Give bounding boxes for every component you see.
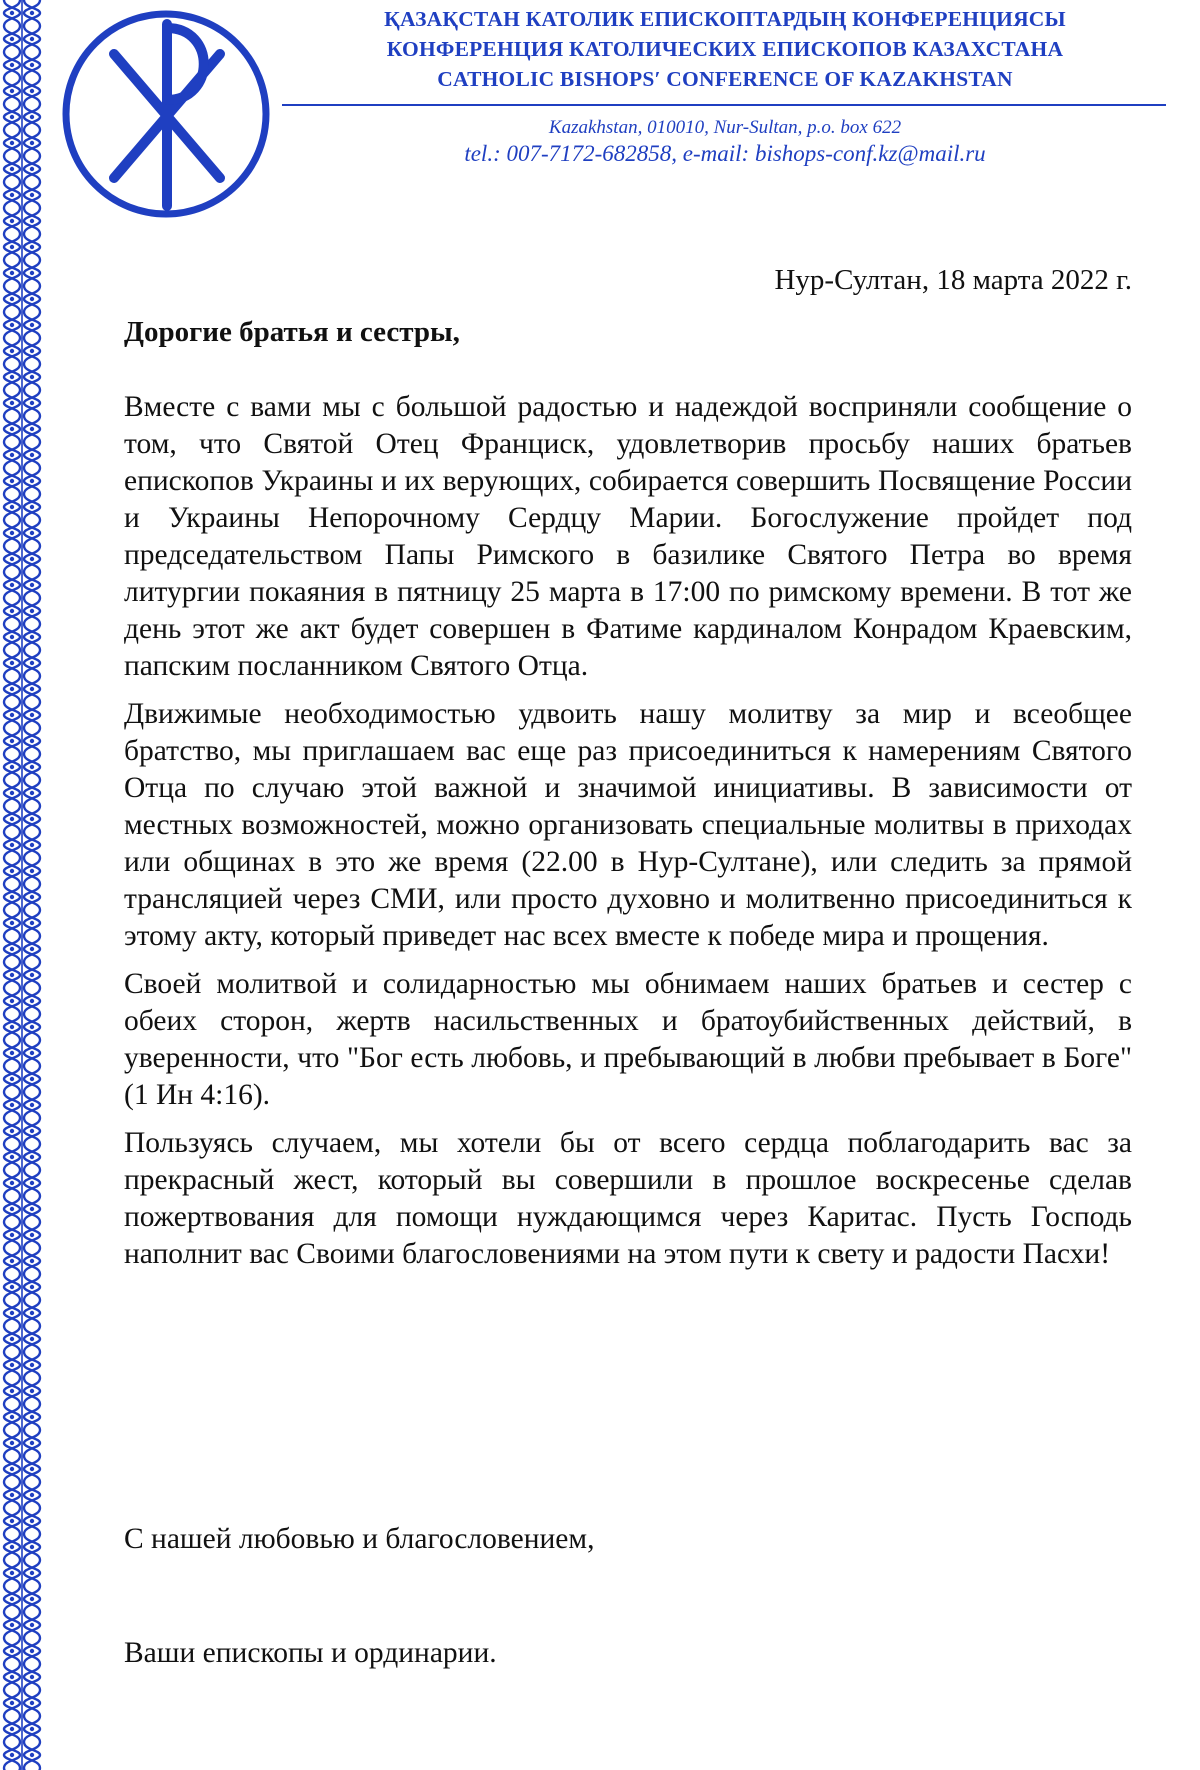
chi-rho-logo-icon [56,2,276,222]
postal-address: Kazakhstan, 010010, Nur-Sultan, p.o. box 622 [548,117,902,138]
org-name-russian: КОНФЕРЕНЦИЯ КАТОЛИЧЕСКИХ ЕПИСКОПОВ КАЗАХСТАНА [386,37,1064,61]
org-name-kazakh: ҚАЗАҚСТАН КАТОЛИК ЕПИСКОПТАРДЫҢ КОНФЕРЕНЦИЯСЫ [384,7,1066,31]
letter-date: Нур-Султан, 18 марта 2022 г. [774,264,1132,296]
paragraph: Пользуясь случаем, мы хотели бы от всего сердца поблагодарить вас за прекрасный жест, который вы совершили в прошлое воскресенье сделав пожертвования для помощи нуждающимся через Каритас. Пусть Господь наполнит вас Своими благословениями на этом пути к свету и радости Пасхи! [124,1127,1132,1270]
org-name-english: CATHOLIC BISHOPS′ CONFERENCE OF KAZAKHSTAN [437,67,1013,91]
contact-line: tel.: 007-7172-682858, e-mail: bishops-conf.kz@mail.ru [464,141,986,166]
letterhead-divider [282,104,1166,106]
letter-closing: С нашей любовью и благословением, [124,1523,595,1555]
letter-body [124,389,1132,1284]
letter-greeting: Дорогие братья и сестры, [124,316,460,348]
paragraph: Своей молитвой и солидарностью мы обнимаем наших братьев и сестер с обеих сторон, жертв насильственных и братоубийственных действий, в уверенности, что "Бог есть любовь, и пребывающий в любви пребывает в Боге" (1 Ин 4:16). [124,968,1132,1111]
paragraph: Движимые необходимостью удвоить нашу молитву за мир и всеобщее братство, мы приглашаем вас еще раз присоединиться к намерениям Святого Отца по случаю этой важной и значимой инициативы. В зависимости от местных возможностей, можно организовать специальные молитвы в приходах или общинах в это же время (22.00 в Нур-Султане), или следить за прямой трансляцией через СМИ, или просто духовно и молитвенно присоединиться к этому акту, который приведет нас всех вместе к победе мира и прощения. [124,698,1132,952]
letterhead [270,0,1180,167]
letter-signature: Ваши епископы и ординарии. [124,1637,497,1669]
paragraph: Вместе с вами мы с большой радостью и надеждой восприняли сообщение о том, что Святой Отец Франциск, удовлетворив просьбу наших братьев епископов Украины и их верующих, собирается совершить Посвящение России и Украины Непорочному Сердцу Марии. Богослужение пройдет под председательством Папы Римского в базилике Святого Петра во время литургии покаяния в пятницу 25 марта в 17:00 по римскому времени. В тот же день этот же акт будет совершен в Фатиме кардиналом Конрадом Краевским, папским посланником Святого Отца. [124,391,1132,682]
ornament-border-icon [0,0,46,1770]
